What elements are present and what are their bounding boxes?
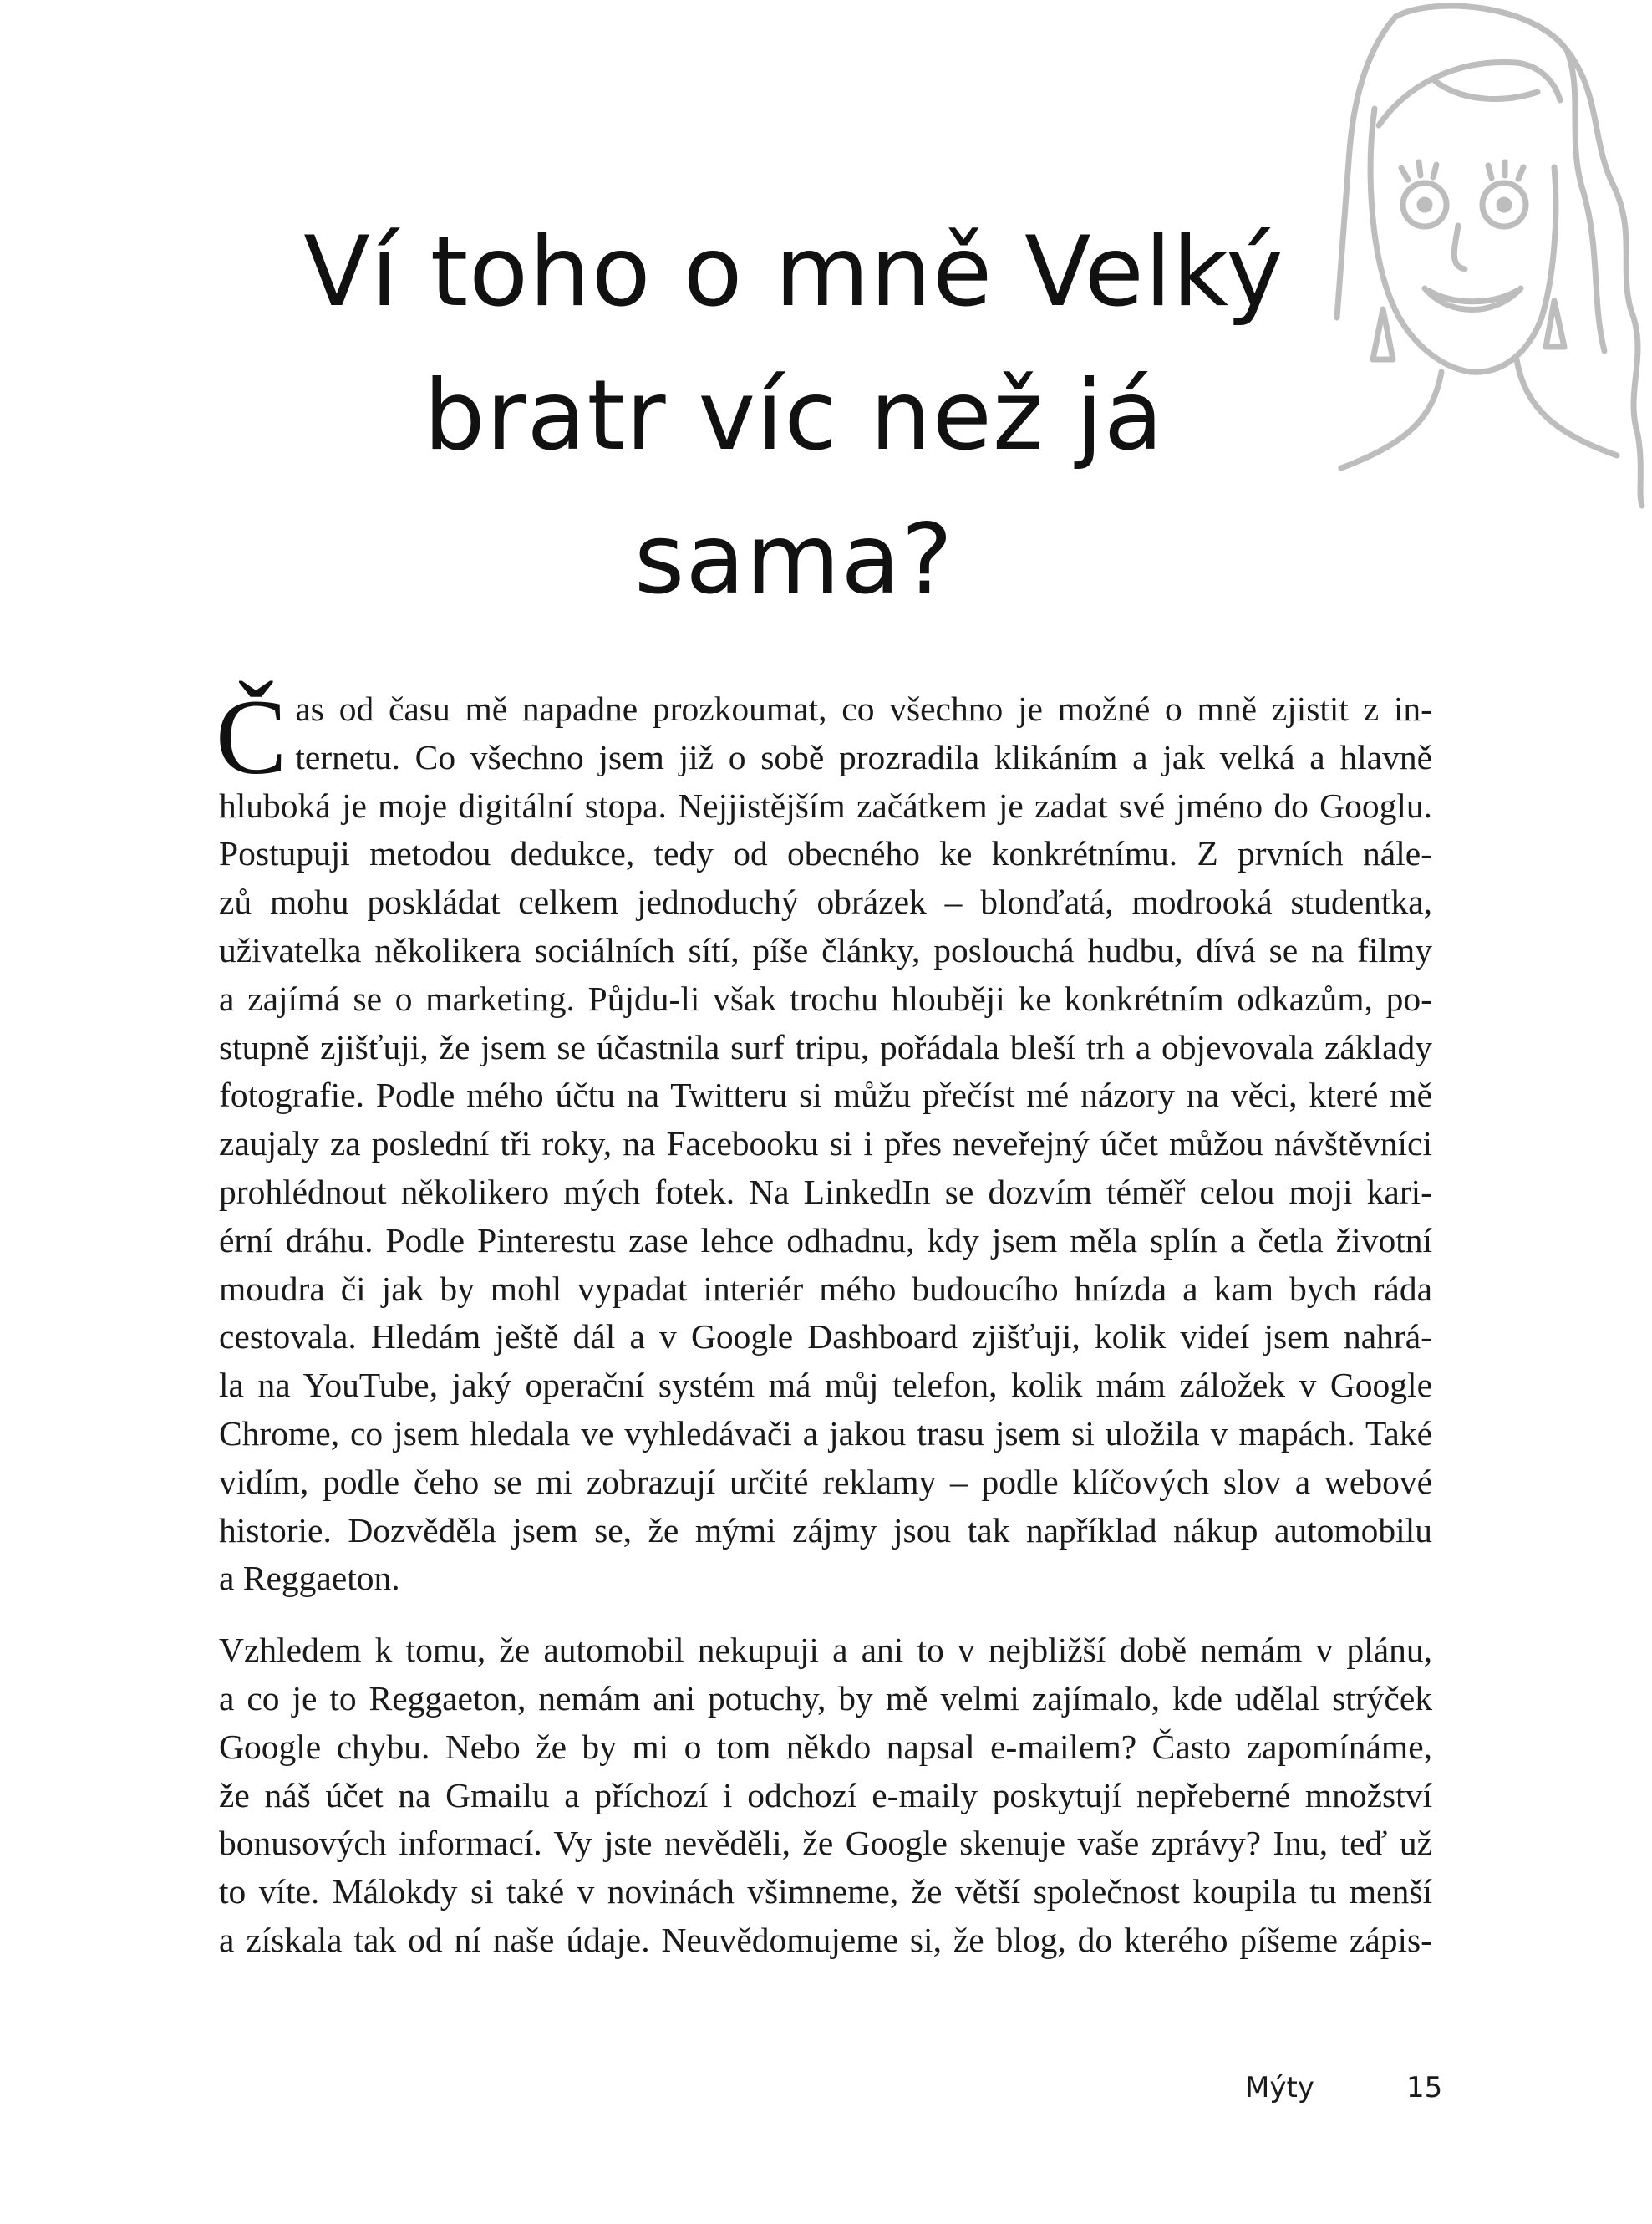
text-line: a co je to Reggaeton, nemám ani potuchy, by mě velmi zajímalo, kde udělal strýček — [219, 1678, 1432, 1718]
text-line: as od času mě napadne prozkoumat, co všechno je možné o mně zjistit z in- — [295, 690, 1432, 728]
text-line: to víte. Málokdy si také v novinách všimneme, že větší společnost koupila tu menší — [219, 1872, 1432, 1911]
drop-cap: Č — [216, 678, 287, 796]
chapter-title-line-1: Ví toho o mně Velký — [303, 216, 1284, 328]
text-line: érní dráhu. Podle Pinterestu zase lehce odhadnu, kdy jsem měla splín a četla životní — [219, 1220, 1432, 1260]
text-line: Postupuji metodou dedukce, tedy od obecného ke konkrétnímu. Z prvních nále- — [219, 834, 1432, 873]
text-line: cestovala. Hledám ještě dál a v Google Dashboard zjišťuji, kolik videí jsem nahrá- — [219, 1317, 1432, 1356]
text-line: že náš účet na Gmailu a příchozí i odchozí e-maily poskytují nepřeberné množství — [219, 1775, 1432, 1814]
text-line: zů mohu poskládat celkem jednoduchý obrázek – blonďatá, modrooká studentka, — [219, 883, 1432, 922]
text-line: hluboká je moje digitální stopa. Nejjistějším začátkem je zadat své jméno do Googlu. — [219, 786, 1432, 825]
woman-portrait-illustration — [1316, 0, 1652, 510]
text-line: a získala tak od ní naše údaje. Neuvědomujeme si, že blog, do kterého píšeme zápis- — [219, 1920, 1432, 1959]
text-line: vidím, podle čeho se mi zobrazují určité reklamy – podle klíčových slov a webové — [219, 1462, 1432, 1501]
text-line: prohlédnout několikero mých fotek. Na LinkedIn se dozvím téměř celou moji kari- — [219, 1172, 1432, 1211]
text-line: ternetu. Co všechno jsem již o sobě prozradila klikáním a jak velká a hlavně — [295, 737, 1432, 776]
text-line: bonusových informací. Vy jste nevěděli, že Google skenuje vaše zprávy? Inu, teď už — [219, 1824, 1432, 1863]
text-line: historie. Dozvěděla jsem se, že mými zájmy jsou tak například nákup automobilu — [219, 1510, 1432, 1550]
text-line: a Reggaeton. — [219, 1559, 400, 1598]
running-footer-section: Mýty — [1245, 2071, 1314, 2104]
text-line: stupně zjišťuji, že jsem se účastnila surf tripu, pořádala bleší trh a objevovala základy — [219, 1027, 1432, 1066]
paragraph-1 — [216, 678, 1432, 1603]
paragraph-2 — [219, 1626, 1432, 1965]
chapter-title — [251, 201, 1337, 632]
text-line: Chrome, co jsem hledala ve vyhledávači a jakou trasu jsem si uložila v mapách. Také — [219, 1413, 1432, 1453]
text-line: moudra či jak by mohl vypadat interiér mého budoucího hnízda a kam bych ráda — [219, 1269, 1432, 1308]
text-line: fotografie. Podle mého účtu na Twitteru si můžu přečíst mé názory na věci, které mě — [219, 1076, 1432, 1115]
text-line: zaujaly za poslední tři roky, na Facebooku si i přes neveřejný účet můžou návštěvníci — [219, 1124, 1432, 1163]
text-line: uživatelka několikera sociálních sítí, píše články, poslouchá hudbu, dívá se na filmy — [219, 930, 1432, 970]
chapter-title-line-2: bratr víc než já sama? — [424, 359, 1164, 616]
text-line: la na YouTube, jaký operační systém má můj telefon, kolik mám záložek v Google — [219, 1366, 1432, 1405]
body-text — [216, 678, 1432, 1965]
text-line: Google chybu. Nebo že by mi o tom někdo napsal e-mailem? Často zapomínáme, — [219, 1727, 1432, 1766]
text-line: a zajímá se o marketing. Půjdu-li však trochu hlouběji ke konkrétním odkazům, po- — [219, 979, 1432, 1018]
text-line: Vzhledem k tomu, že automobil nekupuji a ani to v nejbližší době nemám v plánu, — [219, 1631, 1432, 1670]
page-number: 15 — [1406, 2071, 1443, 2104]
